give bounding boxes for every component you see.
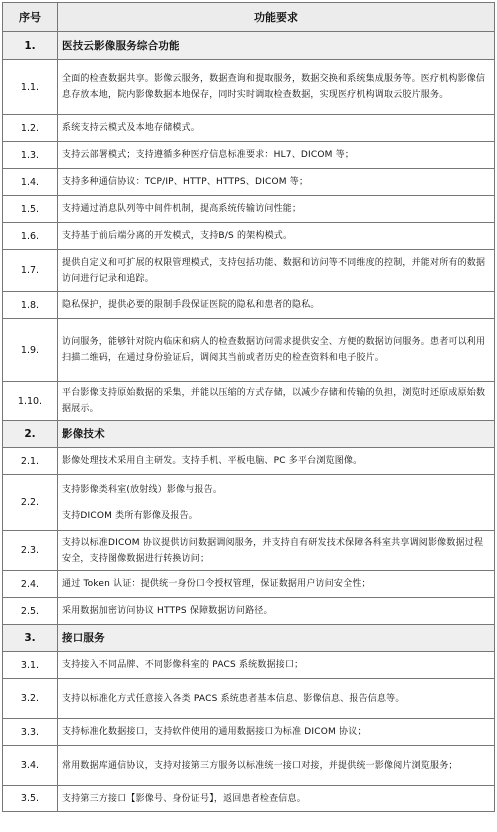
requirement-paragraph: 隐私保护，提供必要的限制手段保证医院的隐私和患者的隐私。 <box>62 300 320 310</box>
row-number: 3.2. <box>3 679 58 719</box>
row-number: 1.9. <box>3 319 58 382</box>
row-number: 1.4. <box>3 169 58 196</box>
row-number: 2. <box>3 421 58 448</box>
requirement-text <box>58 448 495 475</box>
table-row <box>3 250 495 292</box>
requirement-paragraph: 影像处理技术采用自主研发。支持手机、平板电脑、PC 多平台浏览图像。 <box>62 456 363 466</box>
requirement-text <box>58 786 495 812</box>
requirement-text <box>58 196 495 223</box>
requirement-text <box>58 475 495 531</box>
table-row <box>3 679 495 719</box>
table-row <box>3 652 495 679</box>
row-number: 2.5. <box>3 598 58 625</box>
row-number: 1. <box>3 32 58 60</box>
requirement-paragraph: 支持以标准DICOM 协议提供访问数据调阅服务，并支持自有研发技术保障各科室共享调阅影像数据过程安全，支持图像数据进行转换访问； <box>62 537 484 564</box>
row-number: 1.5. <box>3 196 58 223</box>
requirement-paragraph: 访问服务，能够针对院内临床和病人的检查数据访问需求提供安全、方便的数据访问服务。患者可以利用扫描二维码，在通过身份验证后，调阅其当前或者历史的检查资料和电子胶片。 <box>62 337 486 363</box>
requirement-text <box>58 292 495 319</box>
requirement-paragraph: 常用数据库通信协议，支持对接第三方服务以标准统一接口对接，并提供统一影像阅片浏览服务； <box>62 760 458 771</box>
table-row <box>3 223 495 250</box>
section-row <box>3 32 495 60</box>
requirement-text <box>58 169 495 196</box>
table-row <box>3 169 495 196</box>
requirement-paragraph: 支持DICOM 类所有影像及报告。 <box>62 510 198 521</box>
requirement-paragraph: 平台影像支持原始数据的采集，并能以压缩的方式存储，以减少存储和传输的负担，浏览时还原成原始数据展示。 <box>62 388 486 414</box>
requirement-text <box>58 652 495 679</box>
row-number: 3.1. <box>3 652 58 679</box>
row-number: 1.8. <box>3 292 58 319</box>
requirement-paragraph: 支持多种通信协议：TCP/IP、HTTP、HTTPS、DICOM 等； <box>62 177 309 187</box>
row-number: 2.4. <box>3 571 58 598</box>
section-title <box>58 421 495 448</box>
row-number: 2.3. <box>3 531 58 571</box>
requirements-table <box>2 2 495 812</box>
requirement-text <box>58 571 495 598</box>
row-number: 1.10. <box>3 382 58 421</box>
table-row <box>3 786 495 812</box>
requirement-text <box>58 115 495 142</box>
requirement-paragraph: 医技云影像服务综合功能 <box>62 39 180 52</box>
requirement-paragraph: 支持基于前后端分离的开发模式，支持B/S 的架构模式。 <box>62 231 293 241</box>
row-number: 1.1. <box>3 60 58 115</box>
requirement-text <box>58 382 495 421</box>
table-row <box>3 382 495 421</box>
row-number: 1.7. <box>3 250 58 292</box>
requirement-text <box>58 746 495 786</box>
requirement-paragraph: 全面的检查数据共享。影像云服务，数据查询和提取服务，数据交换和系统集成服务等。医疗机构影像信息存放本地，院内影像数据本地保存，同时实时调取检查数据，实现医疗机构调取云胶片服务。 <box>62 74 486 100</box>
requirement-paragraph: 支持第三方接口【影像号、身份证号】，返回患者检查信息。 <box>62 793 306 804</box>
table-row <box>3 115 495 142</box>
requirement-paragraph: 支持影像类科室(放射线）影像与报告。 <box>62 484 223 495</box>
column-header-requirements: 功能要求 <box>58 3 495 32</box>
requirement-text <box>58 142 495 169</box>
table-row <box>3 719 495 746</box>
requirement-paragraph: 支持标准化数据接口，支持软件使用的通用数据接口为标准 DICOM 协议； <box>62 727 367 737</box>
row-number: 3. <box>3 625 58 652</box>
row-number: 2.1. <box>3 448 58 475</box>
table-row <box>3 746 495 786</box>
requirement-paragraph: 支持接入不同品牌、不同影像科室的 PACS 系统数据接口； <box>62 660 304 670</box>
table-row <box>3 598 495 625</box>
requirement-paragraph: 系统支持云模式及本地存储模式。 <box>62 123 201 133</box>
requirement-paragraph: 支持以标准化方式任意接入各类 PACS 系统患者基本信息、影像信息、报告信息等。 <box>62 693 405 704</box>
table-row <box>3 448 495 475</box>
requirement-text <box>58 531 495 571</box>
requirement-text <box>58 60 495 115</box>
table-body <box>3 32 495 812</box>
row-number: 3.4. <box>3 746 58 786</box>
row-number: 1.3. <box>3 142 58 169</box>
row-number: 1.6. <box>3 223 58 250</box>
row-number: 3.5. <box>3 786 58 812</box>
requirement-paragraph: 影像技术 <box>62 428 105 440</box>
section-title <box>58 32 495 60</box>
row-number: 2.2. <box>3 475 58 531</box>
row-number: 1.2. <box>3 115 58 142</box>
section-row <box>3 421 495 448</box>
requirement-text <box>58 250 495 292</box>
requirement-text <box>58 679 495 719</box>
column-header-number: 序号 <box>3 3 58 32</box>
requirement-paragraph: 采用数据加密访问协议 HTTPS 保障数据访问路径。 <box>62 606 273 616</box>
header-row <box>3 3 495 32</box>
table-row <box>3 319 495 382</box>
table-row <box>3 571 495 598</box>
row-number: 3.3. <box>3 719 58 746</box>
requirement-paragraph: 通过 Token 认证：提供统一身份口令授权管理，保证数据用户访问安全性； <box>62 579 371 589</box>
table-row <box>3 196 495 223</box>
requirement-text <box>58 319 495 382</box>
table-row <box>3 475 495 531</box>
requirement-text <box>58 598 495 625</box>
requirement-paragraph: 支持云部署模式；支持遵循多种医疗信息标准要求：HL7、DICOM 等； <box>62 150 355 160</box>
table-row <box>3 60 495 115</box>
requirement-text <box>58 719 495 746</box>
table-row <box>3 142 495 169</box>
section-title <box>58 625 495 652</box>
table-row <box>3 531 495 571</box>
section-row <box>3 625 495 652</box>
requirement-paragraph: 提供自定义和可扩展的权限管理模式，支持包括功能、数据和访问等不同维度的控制，并能对所有的数据访问进行记录和追踪。 <box>62 257 486 284</box>
requirement-paragraph: 接口服务 <box>62 632 105 644</box>
requirement-paragraph: 支持通过消息队列等中间件机制，提高系统传输访问性能； <box>62 204 302 214</box>
table-row <box>3 292 495 319</box>
requirement-text <box>58 223 495 250</box>
